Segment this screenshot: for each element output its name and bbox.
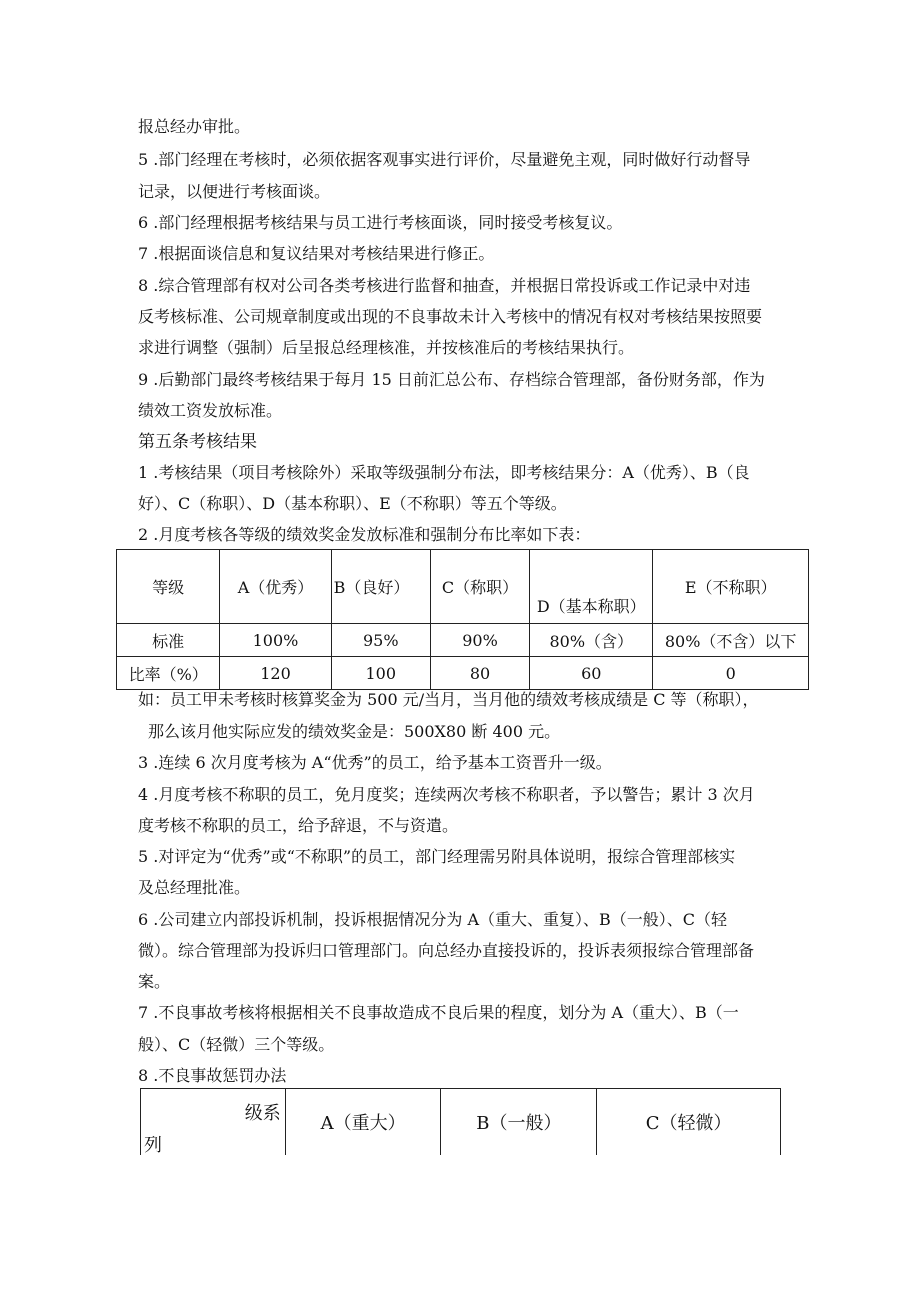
- paragraph: 5 .对评定为“优秀”或“不称职”的员工，部门经理需另附具体说明，报综合管理部核实: [138, 847, 736, 866]
- table-cell: B（良好）: [331, 550, 430, 624]
- table-cell: 100: [331, 657, 430, 690]
- table-cell: 90%: [430, 624, 529, 657]
- table-cell: A（重大）: [285, 1089, 441, 1156]
- table-cell: C（轻微）: [597, 1089, 781, 1156]
- paragraph: 求进行调整（强制）后呈报总经理核准，并按核准后的考核结果执行。: [138, 338, 635, 357]
- table-cell: C（称职）: [430, 550, 529, 624]
- paragraph: 报总经办审批。: [138, 117, 251, 136]
- paragraph: 8 .不良事故惩罚办法: [138, 1066, 287, 1085]
- paragraph: 9 .后勤部门最终考核结果于每月 15 日前汇总公布、存档综合管理部，备份财务部，作为: [138, 370, 765, 389]
- table-cell: 比率（%）: [117, 657, 220, 690]
- table-cell: 标准: [117, 624, 220, 657]
- paragraph: 绩效工资发放标准。: [138, 401, 283, 420]
- paragraph: 及总经理批准。: [138, 878, 251, 897]
- table-header-row: [141, 1089, 781, 1156]
- table-cell: D（基本称职）: [530, 550, 653, 624]
- corner-label-bottom: 列: [144, 1135, 162, 1156]
- paragraph: 5 .部门经理在考核时，必须依据客观事实进行评价，尽量避免主观，同时做好行动督导: [138, 150, 751, 169]
- paragraph: 6 .公司建立内部投诉机制，投诉根据情况分为 A（重大、重复）、B（一般）、C（轻: [138, 910, 727, 929]
- paragraph: 如：员工甲未考核时核算奖金为 500 元/当月，当月他的绩效考核成绩是 C 等（称职），: [138, 690, 759, 709]
- paragraph: 7 .不良事故考核将根据相关不良事故造成不良后果的程度，划分为 A（重大）、B（一: [138, 1003, 739, 1022]
- paragraph: 1 .考核结果（项目考核除外）采取等级强制分布法，即考核结果分：A（优秀）、B（良: [138, 463, 750, 482]
- table-header-row: [117, 550, 809, 624]
- paragraph: 度考核不称职的员工，给予辞退，不与资遣。: [138, 816, 459, 835]
- paragraph: 案。: [138, 972, 171, 991]
- table-cell: 60: [530, 657, 653, 690]
- paragraph: 反考核标准、公司规章制度或出现的不良事故未计入考核中的情况有权对考核结果按照要: [138, 307, 763, 326]
- table-cell: 120: [220, 657, 331, 690]
- table-row: [117, 657, 809, 690]
- table-cell: B（一般）: [441, 1089, 597, 1156]
- table-cell: 100%: [220, 624, 331, 657]
- table-cell: A（优秀）: [220, 550, 331, 624]
- table-cell: E（不称职）: [653, 550, 809, 624]
- paragraph: 4 .月度考核不称职的员工，免月度奖；连续两次考核不称职者，予以警告；累计 3 次月: [138, 785, 755, 804]
- table-corner-cell: [141, 1089, 286, 1156]
- table-cell: 80: [430, 657, 529, 690]
- paragraph: 般）、C（轻微）三个等级。: [138, 1035, 335, 1054]
- table-cell: 0: [653, 657, 809, 690]
- grade-table: [116, 549, 809, 690]
- paragraph: 微）。综合管理部为投诉归口管理部门。向总经办直接投诉的，投诉表须报综合管理部备: [138, 941, 755, 960]
- paragraph: 7 .根据面谈信息和复议结果对考核结果进行修正。: [138, 244, 495, 263]
- section-heading: 第五条考核结果: [138, 432, 257, 452]
- table-cell: 等级: [117, 550, 220, 624]
- table-cell: 95%: [331, 624, 430, 657]
- corner-label-top: 级系: [244, 1103, 281, 1124]
- paragraph: 好）、C（称职）、D（基本称职）、E（不称职）等五个等级。: [138, 494, 567, 513]
- paragraph: 6 .部门经理根据考核结果与员工进行考核面谈，同时接受考核复议。: [138, 213, 623, 232]
- penalty-table: [140, 1088, 781, 1155]
- paragraph: 8 .综合管理部有权对公司各类考核进行监督和抽查，并根据日常投诉或工作记录中对违: [138, 276, 751, 295]
- paragraph: 2 .月度考核各等级的绩效奖金发放标准和强制分布比率如下表：: [138, 525, 591, 544]
- table-row: [117, 624, 809, 657]
- table-cell: 80%（含）: [530, 624, 653, 657]
- paragraph: 3 .连续 6 次月度考核为 A“优秀”的员工，给予基本工资晋升一级。: [138, 753, 612, 772]
- paragraph: 记录，以便进行考核面谈。: [138, 182, 331, 201]
- table-cell: 80%（不含）以下: [653, 624, 809, 657]
- paragraph: 那么该月他实际应发的绩效奖金是：500X80 断 400 元。: [148, 722, 561, 741]
